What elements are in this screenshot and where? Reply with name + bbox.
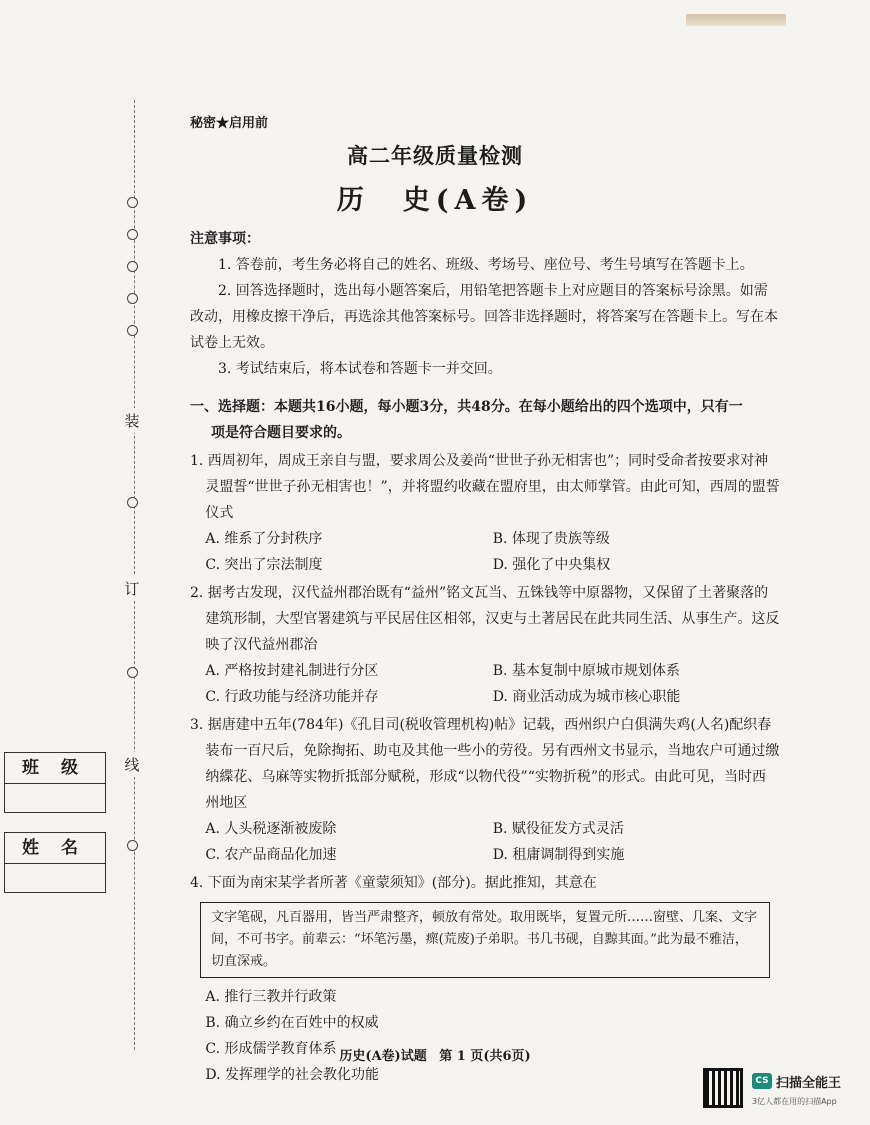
- camscanner-logo-icon: CS: [752, 1073, 772, 1089]
- option-b[interactable]: B. 确立乡约在百姓中的权威: [205, 1015, 379, 1031]
- option-c[interactable]: C. 农产品商品化加速: [205, 847, 337, 863]
- class-label: 班级: [5, 753, 105, 784]
- section-heading-line1: 一、选择题：本题共16小题，每小题3分，共48分。在每小题给出的四个选项中，只有一: [190, 399, 743, 415]
- binding-char-xian: 线: [122, 752, 142, 777]
- question-3: [190, 712, 780, 868]
- option-d[interactable]: D. 商业活动成为城市核心职能: [492, 689, 681, 705]
- page-footer: [0, 1045, 870, 1064]
- binding-hole: [127, 497, 138, 508]
- notice-item: 2. 回答选择题时，选出每小题答案后，用铅笔把答题卡上对应题目的答案标号涂黑。如需改动，用橡皮擦干净后，再选涂其他答案标号。回答非选择题时，将答案写在答题卡上。写在本试卷上无效。: [190, 283, 778, 351]
- binding-char-ding: 订: [122, 576, 142, 601]
- options: [190, 526, 780, 578]
- binding-hole: [127, 667, 138, 678]
- question-stem: 3. 据唐建中五年(784年)《孔目司(税收管理机构)帖》记载，西州织户白俱满失鸡(人名)配织春装布一百尺后，免除掏拓、助屯及其他一些小的劳役。另有西州文书显示，当地农户可通过缴纳緤花、乌麻等实物折抵部分赋税，形成“以物代役”“实物折税”的形式。由此可见，当时西州地区: [190, 717, 780, 811]
- question-stem: 4. 下面为南宋某学者所著《童蒙须知》(部分)。据此推知，其意在: [190, 875, 597, 891]
- binding-line: [134, 100, 135, 1050]
- option-a[interactable]: A. 严格按封建礼制进行分区: [205, 663, 379, 679]
- section-heading-line2: 项是符合题目要求的。: [211, 425, 351, 441]
- option-d[interactable]: D. 发挥理学的社会教化功能: [205, 1067, 380, 1083]
- subject-title: 历 史(A卷): [336, 185, 534, 216]
- qr-code-icon: [703, 1068, 743, 1108]
- option-b[interactable]: B. 基本复制中原城市规划体系: [492, 663, 680, 679]
- option-b[interactable]: B. 体现了贵族等级: [492, 531, 610, 547]
- option-d[interactable]: D. 租庸调制得到实施: [492, 847, 625, 863]
- question-stem: 2. 据考古发现，汉代益州郡治既有“益州”铭文瓦当、五铢钱等中原器物，又保留了土著聚落的建筑形制，大型官署建筑与平民居住区相邻，汉吏与土著居民在此共同生活、从事生产。这反映了汉代益州郡治: [190, 585, 780, 653]
- scan-edge-mark: [686, 14, 786, 26]
- options: [190, 816, 780, 868]
- option-a[interactable]: A. 维系了分封秩序: [205, 531, 323, 547]
- question-1: [190, 448, 780, 578]
- name-blank[interactable]: [5, 864, 105, 892]
- option-a[interactable]: A. 推行三教并行政策: [205, 989, 337, 1005]
- notice-heading: 注意事项：: [190, 231, 260, 247]
- section-heading: [190, 394, 780, 446]
- option-c[interactable]: C. 形成儒学教育体系: [205, 1041, 337, 1057]
- footer-page: 第 1 页(共6页): [439, 1049, 531, 1064]
- watermark-name: 扫描全能王: [776, 1076, 842, 1091]
- footer-subject: 历史(A卷)试题: [339, 1049, 427, 1064]
- notice-block: [190, 226, 780, 382]
- option-b[interactable]: B. 赋役征发方式灵活: [492, 821, 624, 837]
- secret-mark: 秘密★启用前: [190, 116, 269, 131]
- class-box[interactable]: [4, 752, 106, 813]
- exam-title: 高二年级质量检测: [347, 143, 523, 168]
- option-c[interactable]: C. 突出了宗法制度: [205, 557, 323, 573]
- binding-hole: [127, 325, 138, 336]
- watermark-sub: 3亿人都在用的扫描App: [752, 1097, 837, 1106]
- option-d[interactable]: D. 强化了中央集权: [492, 557, 611, 573]
- name-label: 姓名: [5, 833, 105, 864]
- binding-hole: [127, 229, 138, 240]
- question-2: [190, 580, 780, 710]
- notice-item: 1. 答卷前，考生务必将自己的姓名、班级、考场号、座位号、考生号填写在答题卡上。: [218, 257, 754, 273]
- class-blank[interactable]: [5, 784, 105, 812]
- question-stem: 1. 西周初年，周成王亲自与盟，要求周公及姜尚“世世子孙无相害也”；同时受命者按要求对神灵盟誓“世世子孙无相害也！”，并将盟约收藏在盟府里，由太师掌管。由此可知，西周的盟誓仪式: [190, 453, 780, 521]
- option-a[interactable]: A. 人头税逐渐被废除: [205, 821, 337, 837]
- options: [190, 658, 780, 710]
- binding-hole: [127, 293, 138, 304]
- option-c[interactable]: C. 行政功能与经济功能并存: [205, 689, 379, 705]
- notice-item: 3. 考试结束后，将本试卷和答题卡一并交回。: [218, 361, 502, 377]
- exam-content: [190, 226, 780, 1088]
- options: [190, 984, 780, 1088]
- quote-box: 文字笔砚，凡百器用，皆当严肃整齐，顿放有常处。取用既毕，复置元所……窗壁、几案、文字间，不可书字。前辈云：“坏笔污墨，瘝(荒废)子弟职。书几书砚，自黥其面。”此为最不雅洁，切直深戒。: [200, 902, 770, 978]
- binding-hole: [127, 840, 138, 851]
- binding-hole: [127, 261, 138, 272]
- name-box[interactable]: [4, 832, 106, 893]
- binding-char-zhuang: 装: [122, 408, 142, 433]
